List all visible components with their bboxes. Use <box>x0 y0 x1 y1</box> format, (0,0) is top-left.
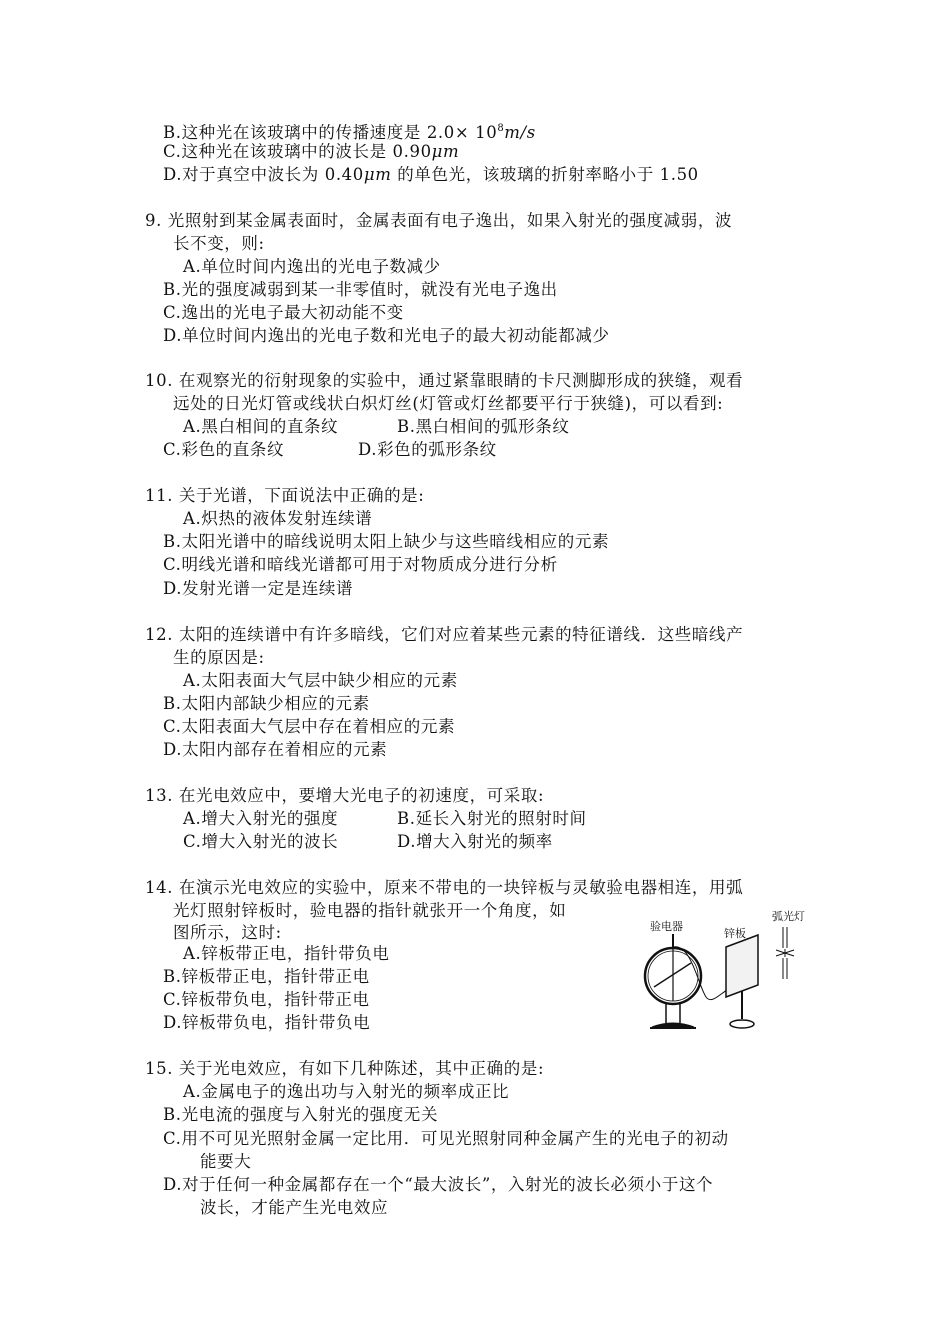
q15-option-a: A.金属电子的逸出功与入射光的频率成正比 <box>183 1082 510 1101</box>
q11-stem: 11. 关于光谱，下面说法中正确的是: <box>145 486 425 505</box>
figure-label-arc-lamp: 弧光灯 <box>772 910 805 923</box>
figure-label-zinc-plate: 锌板 <box>724 927 746 940</box>
q14-stem-line3: 图所示，这时: <box>173 923 282 942</box>
q9-option-c: C.逸出的光电子最大初动能不变 <box>163 303 404 322</box>
connecting-wire <box>673 947 732 1000</box>
q12-option-b: B.太阳内部缺少相应的元素 <box>163 694 370 713</box>
q10-option-a: A.黑白相间的直条纹 <box>183 417 339 436</box>
q12-stem-line1: 12. 太阳的连续谱中有许多暗线，它们对应着某些元素的特征谱线．这些暗线产 <box>145 625 744 644</box>
q11-option-c: C.明线光谱和暗线光谱都可用于对物质成分进行分析 <box>163 555 558 574</box>
q11-option-a: A.炽热的液体发射连续谱 <box>183 509 373 528</box>
q9-option-a: A.单位时间内逸出的光电子数减少 <box>183 257 441 276</box>
q12-option-c: C.太阳表面大气层中存在着相应的元素 <box>163 717 456 736</box>
q9-option-d: D.单位时间内逸出的光电子数和光电子的最大初动能都减少 <box>163 326 610 345</box>
q14-option-a: A.锌板带正电，指针带负电 <box>183 944 390 963</box>
q11-option-b: B.太阳光谱中的暗线说明太阳上缺少与这些暗线相应的元素 <box>163 532 610 551</box>
q12-stem-line2: 生的原因是: <box>173 648 265 667</box>
q11-option-d: D.发射光谱一定是连续谱 <box>163 579 354 598</box>
q8-option-d: D.对于真空中波长为 0.40μm 的单色光，该玻璃的折射率略小于 1.50 <box>163 165 699 184</box>
q15-option-b: B.光电流的强度与入射光的强度无关 <box>163 1105 439 1124</box>
q15-stem: 15. 关于光电效应，有如下几种陈述，其中正确的是: <box>145 1059 545 1078</box>
q14-option-b: B.锌板带正电，指针带正电 <box>163 967 370 986</box>
q14-stem-line1: 14. 在演示光电效应的实验中，原来不带电的一块锌板与灵敏验电器相连，用弧 <box>145 878 744 897</box>
q10-stem-line1: 10. 在观察光的衍射现象的实验中，通过紧靠眼睛的卡尺测脚形成的狭缝，观看 <box>145 371 744 390</box>
figure-label-electroscope: 验电器 <box>650 920 683 933</box>
q12-option-a: A.太阳表面大气层中缺少相应的元素 <box>183 671 458 690</box>
q15-option-c-line2: 能要大 <box>200 1152 252 1171</box>
q14-stem-line2: 光灯照射锌板时，验电器的指针就张开一个角度，如 <box>173 901 567 920</box>
q13-stem: 13. 在光电效应中，要增大光电子的初速度，可采取: <box>145 786 545 805</box>
q10-option-d: D.彩色的弧形条纹 <box>358 440 497 459</box>
q13-option-a: A.增大入射光的强度 <box>183 809 339 828</box>
q8-option-c: C.这种光在该玻璃中的波长是 0.90μm <box>163 142 460 161</box>
electroscope-icon <box>645 934 701 1028</box>
q14-option-c: C.锌板带负电，指针带正电 <box>163 990 370 1009</box>
q8-option-b: B.这种光在该玻璃中的传播速度是 $2.0\times 10^8m/s$ <box>163 123 536 142</box>
q9-stem-line2: 长不变，则: <box>173 234 265 253</box>
q13-option-d: D.增大入射光的频率 <box>397 832 553 851</box>
q9-stem-line1: 9. 光照射到某金属表面时，金属表面有电子逸出，如果入射光的强度减弱，波 <box>145 211 733 230</box>
q15-option-c-line1: C.用不可见光照射金属一定比用．可见光照射同种金属产生的光电子的初动 <box>163 1129 729 1148</box>
q15-option-d-line2: 波长，才能产生光电效应 <box>200 1198 389 1217</box>
q9-option-b: B.光的强度减弱到某一非零值时，就没有光电子逸出 <box>163 280 558 299</box>
arc-lamp-icon <box>776 927 794 979</box>
photoelectric-experiment-figure <box>636 905 812 1035</box>
q15-option-d-line1: D.对于任何一种金属都存在一个“最大波长”，入射光的波长必须小于这个 <box>163 1175 714 1194</box>
q10-option-b: B.黑白相间的弧形条纹 <box>397 417 570 436</box>
q10-stem-line2: 远处的日光灯管或线状白炽灯丝(灯管或灯丝都要平行于狭缝)，可以看到: <box>173 394 724 413</box>
q14-option-d: D.锌板带负电，指针带负电 <box>163 1013 371 1032</box>
q10-option-c: C.彩色的直条纹 <box>163 440 285 459</box>
zinc-plate-icon <box>726 935 758 1028</box>
q12-option-d: D.太阳内部存在着相应的元素 <box>163 740 388 759</box>
q13-option-b: B.延长入射光的照射时间 <box>397 809 587 828</box>
q13-option-c: C.增大入射光的波长 <box>183 832 339 851</box>
